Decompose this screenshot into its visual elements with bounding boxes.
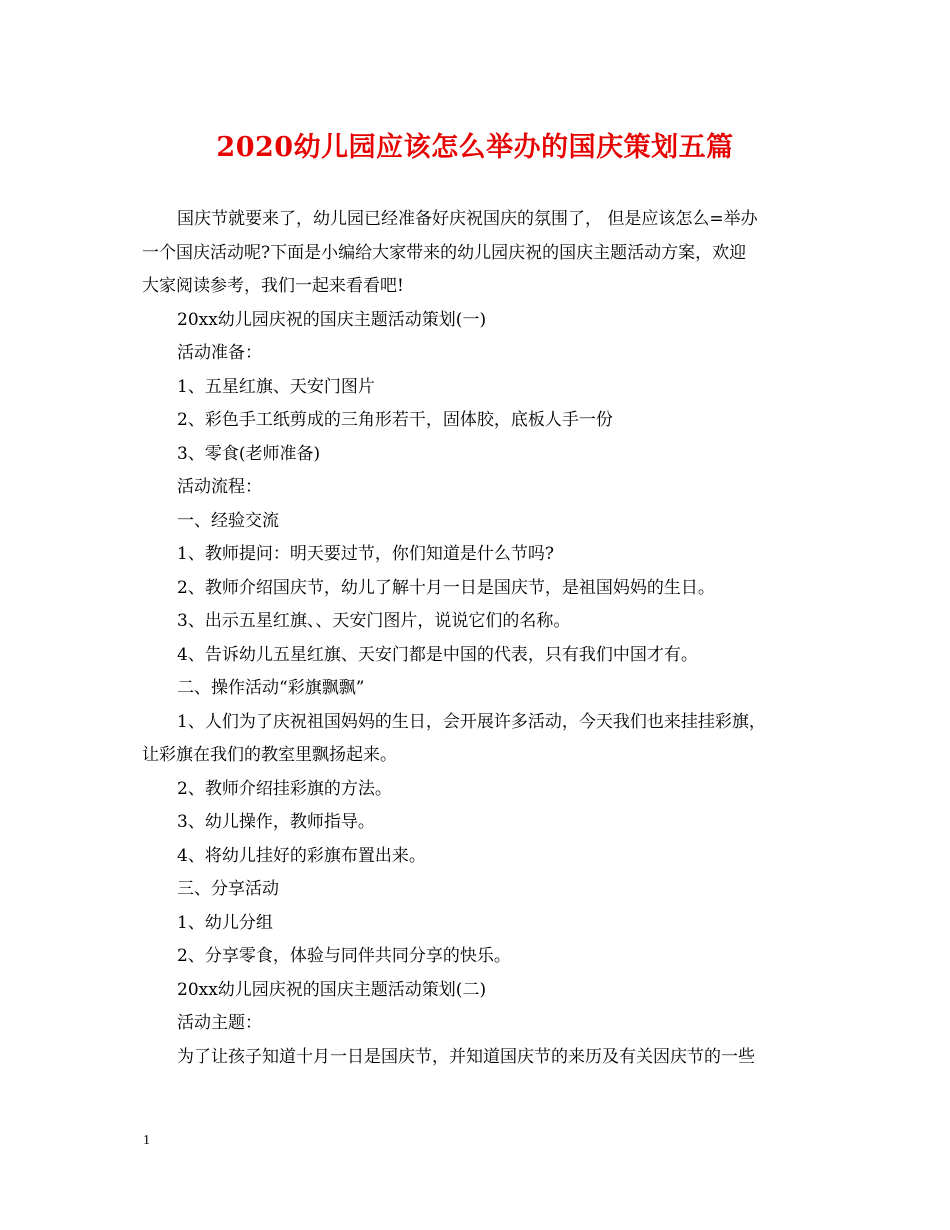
- list-item: 1、幼儿分组: [177, 912, 273, 933]
- list-item: 1、五星红旗、天安门图片: [177, 376, 375, 397]
- list-item: 2、彩色手工纸剪成的三角形若干，固体胶，底板人手一份: [177, 410, 613, 430]
- intro-line: 一个国庆活动呢?下面是小编给大家带来的幼儿园庆祝的国庆主题活动方案，欢迎: [142, 242, 747, 263]
- section-heading: 三、分享活动: [177, 879, 279, 899]
- plan-title: 20xx幼儿园庆祝的国庆主题活动策划(二): [177, 979, 487, 1000]
- list-item: 1、教师提问：明天要过节，你们知道是什么节吗?: [177, 544, 554, 564]
- list-item: 4、将幼儿挂好的彩旗布置出来。: [177, 845, 426, 866]
- section-heading: 活动准备：: [177, 343, 262, 363]
- plan-title: 20xx幼儿园庆祝的国庆主题活动策划(一): [177, 309, 487, 330]
- list-item: 1、人们为了庆祝祖国妈妈的生日，会开展许多活动，今天我们也来挂挂彩旗，: [177, 711, 766, 732]
- section-heading: 活动主题：: [177, 1013, 262, 1033]
- page-number: 1: [143, 1133, 150, 1148]
- paragraph-line: 为了让孩子知道十月一日是国庆节，并知道国庆节的来历及有关因庆节的一些: [177, 1046, 755, 1067]
- list-item: 3、零食(老师准备): [177, 443, 321, 464]
- list-item: 2、教师介绍国庆节，幼儿了解十月一日是国庆节，是祖国妈妈的生日。: [177, 577, 715, 598]
- section-heading: 一、经验交流: [177, 510, 279, 531]
- intro-line: 国庆节就要来了，幼儿园已经准备好庆祝国庆的氛围了， 但是应该怎么=举办: [177, 209, 758, 229]
- intro-line: 大家阅读参考，我们一起来看看吧!: [142, 276, 404, 296]
- list-item: 2、分享零食，体验与同伴共同分享的快乐。: [177, 946, 511, 966]
- list-item: 2、教师介绍挂彩旗的方法。: [177, 778, 392, 799]
- section-heading: 活动流程：: [177, 477, 262, 497]
- section-heading: 二、操作活动“彩旗飘飘”: [177, 678, 365, 698]
- list-item: 3、出示五星红旗、、天安门图片，说说它们的名称。: [177, 611, 571, 631]
- list-item: 3、幼儿操作，教师指导。: [177, 812, 375, 832]
- document-title: 2020幼儿园应该怎么举办的国庆策划五篇: [216, 132, 734, 163]
- document-body: [142, 203, 812, 1074]
- list-item-continuation: 让彩旗在我们的教室里飘扬起来。: [142, 745, 397, 765]
- list-item: 4、告诉幼儿五星红旗、天安门都是中国的代表，只有我们中国才有。: [177, 644, 698, 665]
